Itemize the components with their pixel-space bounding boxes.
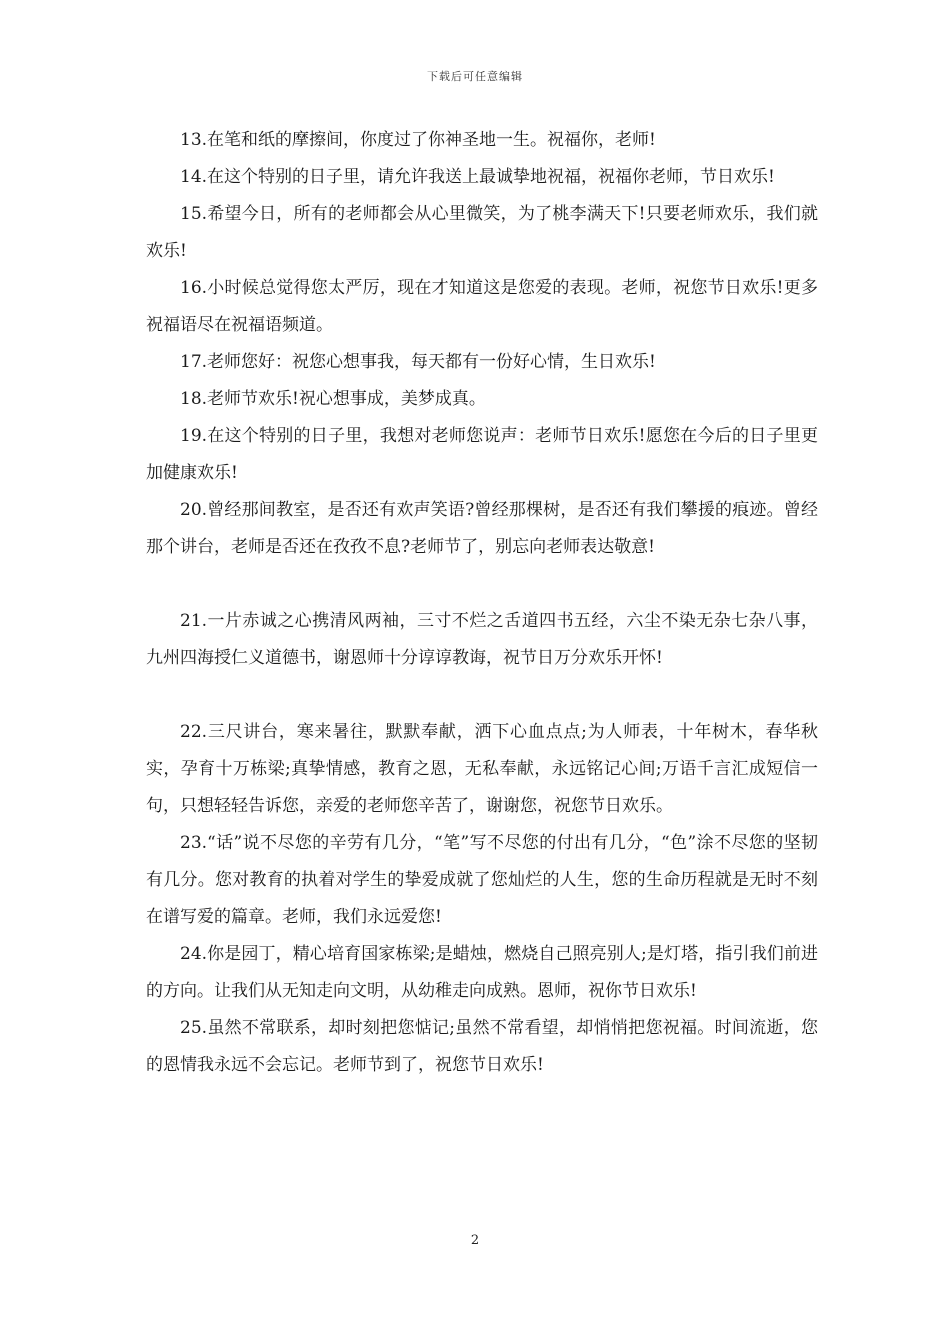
paragraph-13: 13.在笔和纸的摩擦间，你度过了你神圣地一生。祝福你，老师!: [180, 130, 656, 150]
paragraph-16: 16.小时候总觉得您太严厉，现在才知道这是您爱的表现。老师，祝您节日欢乐!更多祝福语尽在祝福语频道。: [146, 278, 818, 335]
paragraph-24: 24.你是园丁，精心培育国家栋梁;是蜡烛，燃烧自己照亮别人;是灯塔，指引我们前进的方向。让我们从无知走向文明，从幼稚走向成熟。恩师，祝你节日欢乐!: [146, 944, 818, 1001]
blank-line: [146, 566, 818, 603]
paragraph-23: 23.“话”说不尽您的辛劳有几分，“笔”写不尽您的付出有几分，“色”涂不尽您的坚韧有几分。您对教育的执着对学生的挚爱成就了您灿烂的人生，您的生命历程就是无时不刻在谱写爱的篇章。老师，我们永远爱您!: [146, 833, 818, 927]
page-header: 下载后可任意编辑: [427, 70, 523, 83]
paragraph-18: 18.老师节欢乐!祝心想事成，美梦成真。: [180, 389, 486, 409]
paragraph-19: 19.在这个特别的日子里，我想对老师您说声：老师节日欢乐!愿您在今后的日子里更加健康欢乐!: [146, 426, 818, 483]
paragraph-17: 17.老师您好：祝您心想事我，每天都有一份好心情，生日欢乐!: [180, 352, 656, 372]
paragraph-21: 21.一片赤诚之心携清风两袖，三寸不烂之舌道四书五经，六尘不染无杂七杂八事，九州四海授仁义道德书，谢恩师十分谆谆教诲，祝节日万分欢乐开怀!: [146, 611, 818, 668]
document-body: [146, 122, 818, 1084]
paragraph-14: 14.在这个特别的日子里，请允许我送上最诚挚地祝福，祝福你老师，节日欢乐!: [180, 167, 775, 187]
blank-line: [146, 677, 818, 714]
paragraph-15: 15.希望今日，所有的老师都会从心里微笑，为了桃李满天下!只要老师欢乐，我们就欢乐!: [146, 204, 818, 261]
paragraph-22: 22.三尺讲台，寒来暑往，默默奉献，洒下心血点点;为人师表，十年树木，春华秋实，孕育十万栋梁;真挚情感，教育之恩，无私奉献，永远铭记心间;万语千言汇成短信一句，只想轻轻告诉您，亲爱的老师您辛苦了，谢谢您，祝您节日欢乐。: [146, 722, 818, 816]
paragraph-25: 25.虽然不常联系，却时刻把您惦记;虽然不常看望，却悄悄把您祝福。时间流逝，您的恩情我永远不会忘记。老师节到了，祝您节日欢乐!: [146, 1018, 818, 1075]
page-number: 2: [470, 1233, 480, 1248]
paragraph-20: 20.曾经那间教室，是否还有欢声笑语?曾经那棵树，是否还有我们攀援的痕迹。曾经那个讲台，老师是否还在孜孜不息?老师节了，别忘向老师表达敬意!: [146, 500, 818, 557]
